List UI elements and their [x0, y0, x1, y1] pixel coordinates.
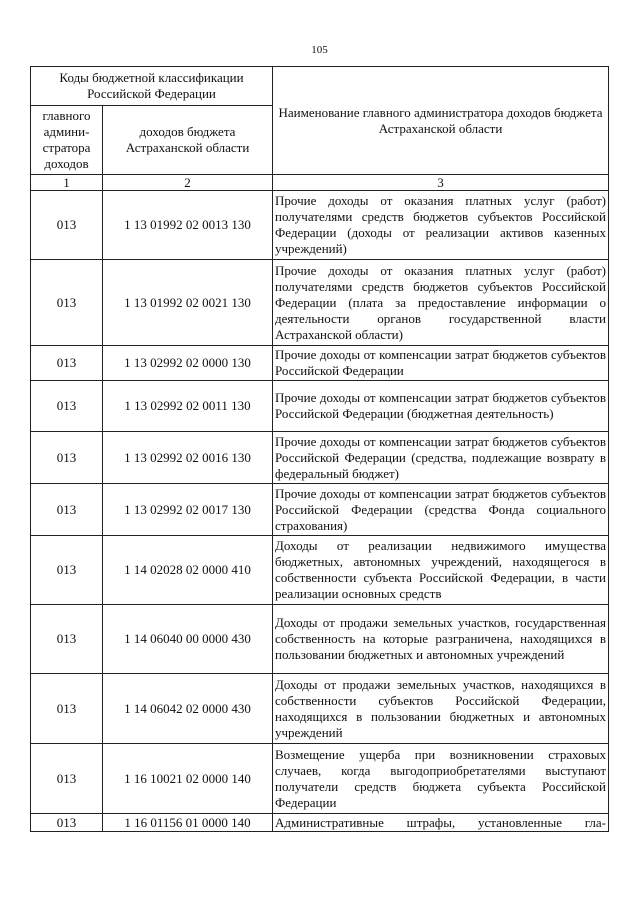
admin-code-cell: 013	[31, 814, 103, 832]
income-name-cell: Прочие доходы от компенсации затрат бюджетов субъектов Российской Федерации (бюджетная деятельность)	[273, 381, 609, 432]
income-code-cell: 1 13 02992 02 0011 130	[103, 381, 273, 432]
table-row	[31, 260, 609, 346]
column-number: 2	[103, 175, 273, 191]
header-row-group	[31, 67, 609, 106]
admin-code-cell: 013	[31, 674, 103, 744]
budget-classification-table	[30, 66, 609, 832]
table-row	[31, 605, 609, 674]
table-row	[31, 346, 609, 381]
column-number: 1	[31, 175, 103, 191]
admin-code-cell: 013	[31, 346, 103, 381]
income-code-cell: 1 14 02028 02 0000 410	[103, 536, 273, 605]
income-code-cell: 1 13 01992 02 0021 130	[103, 260, 273, 346]
header-code-column: доходов бюджета Астраханской области	[103, 106, 273, 175]
income-code-cell: 1 16 01156 01 0000 140	[103, 814, 273, 832]
table-row	[31, 381, 609, 432]
income-code-cell: 1 14 06040 00 0000 430	[103, 605, 273, 674]
income-name-cell: Административные штрафы, установленные гла-	[273, 814, 609, 832]
admin-code-cell: 013	[31, 260, 103, 346]
income-name-cell: Возмещение ущерба при возникновении страховых случаев, когда выгодоприобретателями выступают получатели средств бюджета субъекта Российской Федерации	[273, 744, 609, 814]
income-name-cell: Прочие доходы от компенсации затрат бюджетов субъектов Российской Федерации	[273, 346, 609, 381]
income-name-cell: Доходы от реализации недвижимого имущества бюджетных, автономных учреждений, находящегося в собственности субъекта Российской Федерации, в части реализации основных средств	[273, 536, 609, 605]
table-row	[31, 191, 609, 260]
column-number-row	[31, 175, 609, 191]
income-code-cell: 1 13 02992 02 0017 130	[103, 484, 273, 536]
column-number: 3	[273, 175, 609, 191]
income-name-cell: Прочие доходы от оказания платных услуг (работ) получателями средств бюджетов субъектов Российской Федерации (доходы от реализации активов казенных учреждений)	[273, 191, 609, 260]
admin-code-cell: 013	[31, 432, 103, 484]
income-code-cell: 1 13 02992 02 0016 130	[103, 432, 273, 484]
admin-code-cell: 013	[31, 744, 103, 814]
admin-code-cell: 013	[31, 381, 103, 432]
income-name-cell: Прочие доходы от компенсации затрат бюджетов субъектов Российской Федерации (средства, подлежащие возврату в федеральный бюджет)	[273, 432, 609, 484]
income-name-cell: Доходы от продажи земельных участков, государственная собственность на которые разграничена, находящихся в пользовании бюджетных и автономных учреждений	[273, 605, 609, 674]
admin-code-cell: 013	[31, 191, 103, 260]
income-name-cell: Прочие доходы от компенсации затрат бюджетов субъектов Российской Федерации (средства Фонда социального страхования)	[273, 484, 609, 536]
income-code-cell: 1 13 02992 02 0000 130	[103, 346, 273, 381]
income-name-cell: Прочие доходы от оказания платных услуг (работ) получателями средств бюджетов субъектов Российской Федерации (плата за предоставление информации о деятельности органов государственной власти Астраханской области)	[273, 260, 609, 346]
table-row	[31, 536, 609, 605]
admin-code-cell: 013	[31, 605, 103, 674]
admin-code-cell: 013	[31, 536, 103, 605]
income-code-cell: 1 13 01992 02 0013 130	[103, 191, 273, 260]
table-row	[31, 744, 609, 814]
page-number: 105	[311, 44, 328, 56]
income-code-cell: 1 16 10021 02 0000 140	[103, 744, 273, 814]
table-row	[31, 432, 609, 484]
header-codes-group: Коды бюджетной классификации Российской Федерации	[31, 67, 273, 106]
table-row	[31, 674, 609, 744]
table-row	[31, 814, 609, 832]
income-code-cell: 1 14 06042 02 0000 430	[103, 674, 273, 744]
table-row	[31, 484, 609, 536]
admin-code-cell: 013	[31, 484, 103, 536]
header-name-column: Наименование главного администратора доходов бюджета Астраханской области	[273, 67, 609, 175]
income-name-cell: Доходы от продажи земельных участков, находящихся в собственности субъектов Российской Федерации, находящихся в пользовании бюджетных и автономных учреждений	[273, 674, 609, 744]
header-admin-column: главного админи-стратора доходов	[31, 106, 103, 175]
